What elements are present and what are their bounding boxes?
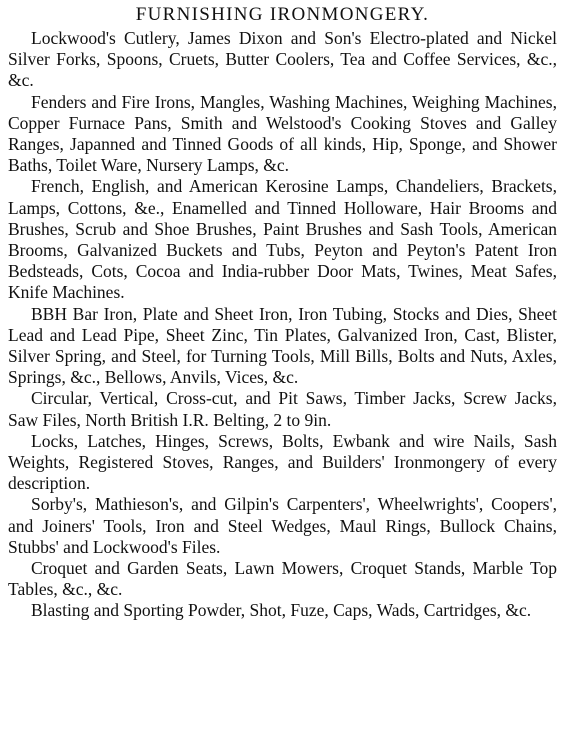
paragraph-lamps: French, English, and American Kerosine Lamps, Chandeliers, Brackets, Lamps, Cottons, &e., Enamelled and Tinned Holloware, Hair Brooms and Brushes, Scrub and Shoe Brushes, Paint Brushes and Sash Tools, American Brooms, Galvanized Buckets and Tubs, Peyton and Peyton's Patent Iron Bedsteads, Cots, Cocoa and India-rubber Door Mats, Twines, Meat Safes, Knife Machines. <box>8 176 557 303</box>
paragraph-croquet: Croquet and Garden Seats, Lawn Mowers, Croquet Stands, Marble Top Tables, &c., &c. <box>8 558 557 600</box>
paragraph-locks: Locks, Latches, Hinges, Screws, Bolts, Ewbank and wire Nails, Sash Weights, Registered Stoves, Ranges, and Builders' Ironmongery of every description. <box>8 430 557 494</box>
paragraph-saws: Circular, Vertical, Cross-cut, and Pit Saws, Timber Jacks, Screw Jacks, Saw Files, North British I.R. Belting, 2 to 9in. <box>8 388 557 430</box>
paragraph-fenders: Fenders and Fire Irons, Mangles, Washing Machines, Weighing Machines, Copper Furnace Pans, Smith and Welstood's Cooking Stoves and Galley Ranges, Japanned and Tinned Goods of all kinds, Hip, Sponge, and Shower Baths, Toilet Ware, Nursery Lamps, &c. <box>8 91 557 176</box>
page-heading: FURNISHING IRONMONGERY. <box>135 4 430 25</box>
paragraph-bar-iron: BBH Bar Iron, Plate and Sheet Iron, Iron Tubing, Stocks and Dies, Sheet Lead and Lead Pipe, Sheet Zinc, Tin Plates, Galvanized Iron, Cast, Blister, Silver Spring, and Steel, for Turning Tools, Mill Bills, Bolts and Nuts, Axles, Springs, &c., Bellows, Anvils, Vices, &c. <box>8 303 557 388</box>
paragraph-tools: Sorby's, Mathieson's, and Gilpin's Carpenters', Wheelwrights', Coopers', and Joiners' Tools, Iron and Steel Wedges, Maul Rings, Bullock Chains, Stubbs' and Lockwood's Files. <box>8 494 557 557</box>
paragraph-cutlery: Lockwood's Cutlery, James Dixon and Son's Electro-plated and Nickel Silver Forks, Spoons, Cruets, Butter Coolers, Tea and Coffee Services, &c., &c. <box>8 28 557 91</box>
paragraph-powder: Blasting and Sporting Powder, Shot, Fuze, Caps, Wads, Cartridges, &c. <box>31 600 532 621</box>
